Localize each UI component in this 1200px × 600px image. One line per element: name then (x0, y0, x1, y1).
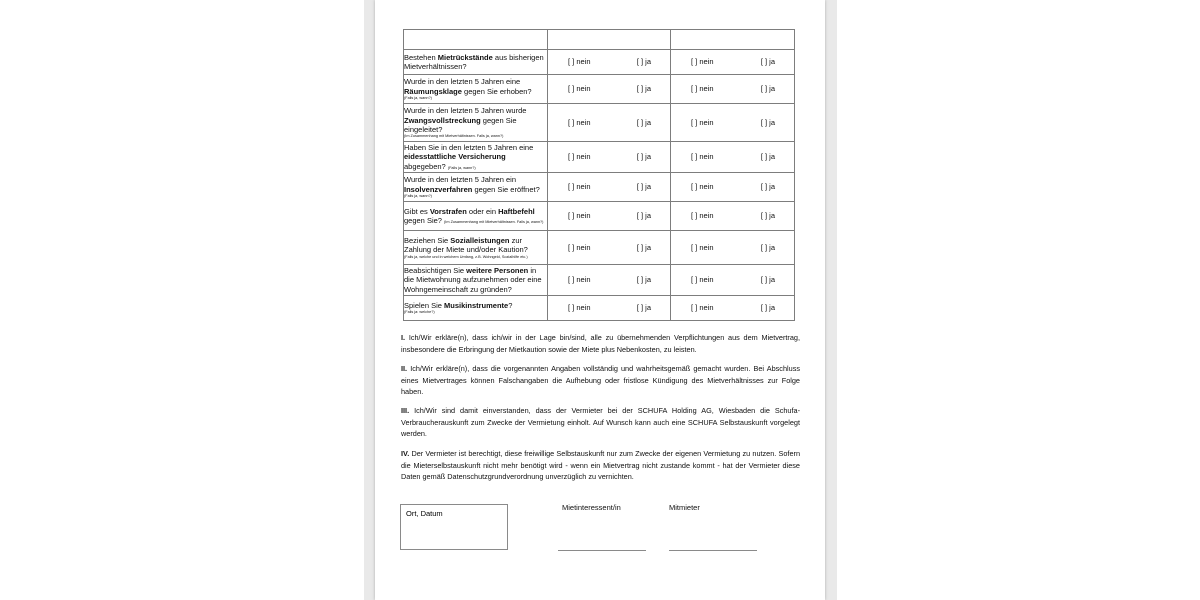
table-row (404, 231, 795, 265)
checkbox-yes[interactable]: [ ] ja (760, 242, 775, 252)
checkbox-yes[interactable]: [ ] ja (636, 275, 651, 285)
checkbox-yes[interactable]: [ ] ja (636, 211, 651, 221)
checkbox-yes[interactable]: [ ] ja (636, 152, 651, 162)
table-row (404, 202, 795, 231)
checkbox-yes[interactable]: [ ] ja (636, 117, 651, 127)
checkbox-no[interactable]: [ ] nein (568, 303, 591, 313)
checkbox-no[interactable]: [ ] nein (691, 242, 714, 252)
checkbox-yes[interactable]: [ ] ja (760, 275, 775, 285)
declaration-3: III. Ich/Wir sind damit einverstanden, dass der Vermieter bei der SCHUFA Holding AG, Wiesbaden die Schufa-Verbraucherauskunft zum Zwecke der Vermietung einholt. Auf Wunsch kann auch eine SCHUFA Selbstauskunft vorgelegt werden. (401, 406, 800, 438)
question-insolvenzverfahren: Wurde in den letzten 5 Jahren ein Insolvenzverfahren gegen Sie eröffnet? (Falls ja, wann?) (404, 173, 548, 202)
checkbox-no[interactable]: [ ] nein (568, 117, 591, 127)
question-sozialleistungen: Beziehen Sie Sozialleistungen zur Zahlung der Miete und/oder Kaution? (Falls ja, welche und in welchem Umfang, z.B. Wohngeld, Sozialhilfe etc.) (404, 231, 548, 265)
checkbox-yes[interactable]: [ ] ja (760, 182, 775, 192)
tenant-signature-line[interactable] (558, 550, 646, 551)
questionnaire-table (403, 29, 795, 321)
checkbox-yes[interactable]: [ ] ja (760, 152, 775, 162)
table-row (404, 75, 795, 104)
checkbox-no[interactable]: [ ] nein (568, 211, 591, 221)
checkbox-yes[interactable]: [ ] ja (760, 211, 775, 221)
checkbox-yes[interactable]: [ ] ja (636, 182, 651, 192)
checkbox-no[interactable]: [ ] nein (691, 57, 714, 67)
checkbox-no[interactable]: [ ] nein (568, 242, 591, 252)
table-row (404, 50, 795, 75)
table-row (404, 296, 795, 321)
question-mietrueckstaende: Bestehen Mietrückstände aus bisherigen Mietverhältnissen? (404, 50, 548, 75)
question-weitere-personen: Beabsichtigen Sie weitere Personen in die Mietwohnung aufzunehmen oder eine Wohngemeinschaft zu gründen? (404, 265, 548, 296)
checkbox-no[interactable]: [ ] nein (691, 211, 714, 221)
co-tenant-signature-line[interactable] (669, 550, 757, 551)
declaration-4: IV. Der Vermieter ist berechtigt, diese freiwillige Selbstauskunft nur zum Zwecke der eigenen Vermietung zu nutzen. Sofern die Mieterselbstauskunft nicht mehr benötigt wird - wenn ein Mietvertrag nicht zustande kommt - hat der Vermieter diese Daten gemäß Datenschutzgrundverordnung unverzüglich zu vernichten. (401, 449, 801, 481)
place-date-field[interactable] (400, 504, 508, 550)
question-eidesstattliche-versicherung: Haben Sie in den letzten 5 Jahren eine eidesstattliche Versicherung abgegeben? (Falls ja, wann?) (404, 142, 548, 173)
checkbox-yes[interactable]: [ ] ja (760, 84, 775, 94)
place-date-label: Ort, Datum (406, 509, 443, 518)
checkbox-yes[interactable]: [ ] ja (760, 117, 775, 127)
header-cell-tenant (548, 30, 671, 50)
checkbox-no[interactable]: [ ] nein (691, 117, 714, 127)
question-vorstrafen: Gibt es Vorstrafen oder ein Haftbefehl gegen Sie? (Im Zusammenhang mit Mietverhältnissen. Falls ja, wann?) (404, 202, 548, 231)
checkbox-no[interactable]: [ ] nein (691, 182, 714, 192)
checkbox-yes[interactable]: [ ] ja (636, 303, 651, 313)
checkbox-yes[interactable]: [ ] ja (636, 57, 651, 67)
tenant-signature-label: Mietinteressent/in (562, 503, 621, 512)
question-zwangsvollstreckung: Wurde in den letzten 5 Jahren wurde Zwangsvollstreckung gegen Sie eingeleitet? (Im Zusammenhang mit Mietverhältnissen. Falls ja, wann?) (404, 104, 548, 142)
table-header-row (404, 30, 795, 50)
question-musikinstrumente: Spielen Sie Musikinstrumente? (Falls ja: welche?) (404, 296, 548, 321)
checkbox-yes[interactable]: [ ] ja (760, 57, 775, 67)
checkbox-no[interactable]: [ ] nein (691, 303, 714, 313)
checkbox-no[interactable]: [ ] nein (568, 57, 591, 67)
table-row (404, 142, 795, 173)
table-row (404, 173, 795, 202)
checkbox-no[interactable]: [ ] nein (568, 152, 591, 162)
declaration-2: II. Ich/Wir erkläre(n), dass die vorgenannten Angaben vollständig und wahrheitsgemäß gemacht wurden. Bei Abschluss eines Mietvertrages können Falschangaben die Aufhebung oder fristlose Kündigung des Mietverhältnisses zur Folge haben. (401, 364, 800, 396)
checkbox-yes[interactable]: [ ] ja (636, 242, 651, 252)
checkbox-yes[interactable]: [ ] ja (636, 84, 651, 94)
document-page (375, 0, 825, 600)
table-row (404, 104, 795, 142)
checkbox-no[interactable]: [ ] nein (568, 84, 591, 94)
checkbox-no[interactable]: [ ] nein (691, 275, 714, 285)
checkbox-no[interactable]: [ ] nein (691, 84, 714, 94)
co-tenant-signature-label: Mitmieter (669, 503, 700, 512)
table-row (404, 265, 795, 296)
checkbox-yes[interactable]: [ ] ja (760, 303, 775, 313)
header-cell-co-tenant (671, 30, 795, 50)
header-cell (404, 30, 548, 50)
checkbox-no[interactable]: [ ] nein (568, 182, 591, 192)
checkbox-no[interactable]: [ ] nein (691, 152, 714, 162)
checkbox-no[interactable]: [ ] nein (568, 275, 591, 285)
question-raeumungsklage: Wurde in den letzten 5 Jahren eine Räumungsklage gegen Sie erhoben? (Falls ja, wann?) (404, 75, 548, 104)
declaration-1: I. Ich/Wir erkläre(n), dass ich/wir in der Lage bin/sind, alle zu übernehmenden Verpflichtungen aus dem Mietvertrag, insbesondere die Erbringung der Mietkaution sowie der Miete plus Nebenkosten, zu leisten. (401, 333, 801, 354)
